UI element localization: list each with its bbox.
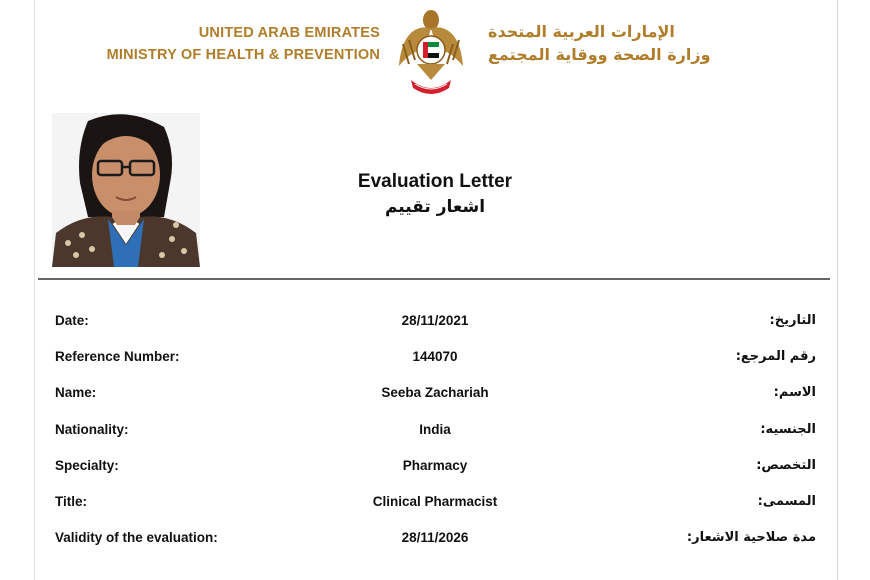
reference-number-label-ar: رقم المرجع:	[735, 349, 816, 364]
date-label-en: Date:	[55, 313, 89, 328]
name-label-en: Name:	[55, 385, 97, 400]
job-title-label-ar: المسمى:	[757, 494, 816, 509]
uae-falcon-emblem-icon	[395, 4, 467, 96]
ministry-name-en: MINISTRY OF HEALTH & PREVENTION	[106, 47, 380, 63]
validity-label-en: Validity of the evaluation:	[55, 530, 218, 545]
nationality-label-ar: الجنسيه:	[760, 422, 816, 437]
validity-row	[0, 522, 870, 558]
specialty-row	[0, 450, 870, 486]
job-title-value: Clinical Pharmacist	[372, 494, 498, 509]
ministry-name-english	[107, 22, 380, 66]
ministry-name-arabic	[488, 20, 711, 66]
header-divider	[38, 278, 830, 280]
country-name-en: UNITED ARAB EMIRATES	[198, 25, 380, 41]
ministry-name-ar: وزارة الصحة ووقاية المجتمع	[488, 45, 711, 64]
nationality-label-en: Nationality:	[55, 422, 129, 437]
name-row	[0, 377, 870, 413]
specialty-label-en: Specialty:	[55, 458, 119, 473]
name-label-ar: الاسم:	[773, 385, 816, 400]
name-value: Seeba Zachariah	[381, 385, 489, 400]
validity-label-ar: مدة صلاحية الاشعار:	[686, 530, 816, 545]
country-name-ar: الإمارات العربية المتحدة	[488, 22, 675, 41]
reference-number-label-en: Reference Number:	[55, 349, 180, 364]
letter-title	[310, 170, 560, 220]
validity-value: 28/11/2026	[401, 530, 469, 545]
title-arabic: اشعار تقييم	[384, 197, 486, 217]
date-label-ar: التاريخ:	[769, 313, 816, 328]
applicant-portrait	[52, 113, 200, 267]
date-value: 28/11/2021	[401, 313, 469, 328]
specialty-value: Pharmacy	[402, 458, 468, 473]
title-row	[0, 486, 870, 522]
title-english: Evaluation Letter	[357, 171, 513, 192]
nationality-value: India	[419, 422, 451, 437]
reference-number-row	[0, 341, 870, 377]
nationality-row	[0, 414, 870, 450]
specialty-label-ar: التخصص:	[756, 458, 816, 473]
reference-number-value: 144070	[412, 349, 458, 364]
job-title-label-en: Title:	[55, 494, 88, 509]
date-row	[0, 305, 870, 341]
